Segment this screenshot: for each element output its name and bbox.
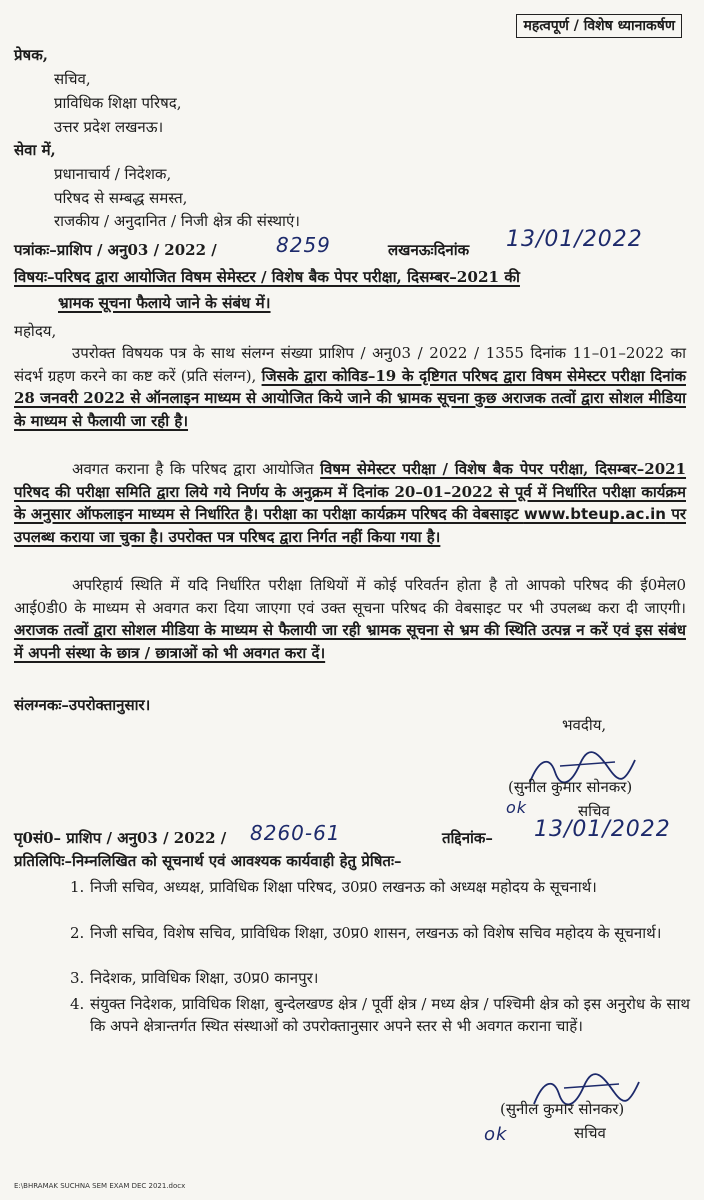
signatory-2-title: सचिव <box>574 1124 606 1142</box>
copy-number-label: पृ0सं0– प्राशिप / अनु03 / 2022 / <box>14 829 227 847</box>
important-notice-text: महत्वपूर्ण / विशेष ध्यानाकर्षण <box>523 18 675 34</box>
copy-date-handwritten: 13/01/2022 <box>534 817 671 842</box>
sender-label: प्रेषक, <box>14 46 48 64</box>
signatory-2-name: (सुनील कुमार सोनकर) <box>500 1100 625 1118</box>
closing: भवदीय, <box>562 716 607 734</box>
recipient-line-2: परिषद से सम्बद्ध समस्त, <box>54 189 188 207</box>
paragraph-3-part-a: अपरिहार्य स्थिति में यदि निर्धारित परीक्षा तिथियों में कोई परिवर्तन होता है तो आपको परिषद की ई0मेल0 आई0डी0 के माध्यम से अवगत करा दिया जाएगा एवं उक्त सूचना परिषद की वेबसाइट पर भी उपलब्ध करा दी जाएगी। <box>14 576 686 617</box>
recipient-label: सेवा में, <box>14 141 56 159</box>
sender-line-2: प्राविधिक शिक्षा परिषद, <box>54 94 182 112</box>
copy-list-number: 2. <box>70 924 85 942</box>
file-path-footer: E:\BHRAMAK SUCHNA SEM EXAM DEC 2021.docx <box>14 1182 186 1190</box>
copy-list-text: संयुक्त निदेशक, प्राविधिक शिक्षा, बुन्देलखण्ड क्षेत्र / पूर्वी क्षेत्र / मध्य क्षेत्र / पश्चिमी क्षेत्र को इस अनुरोध के साथ कि अपने क्षेत्रान्तर्गत स्थित संस्थाओं को उपरोक्तानुसार अपने स्तर से भी अवगत कराना चाहें। <box>90 995 690 1035</box>
paragraph-2 <box>14 458 686 548</box>
paragraph-3 <box>14 574 686 664</box>
sender-line-3: उत्तर प्रदेश लखनऊ। <box>54 118 164 136</box>
letter-date-label: लखनऊःदिनांक <box>388 241 470 259</box>
sender-line-1: सचिव, <box>54 70 91 88</box>
letter-date-handwritten: 13/01/2022 <box>506 227 643 252</box>
signatory-1-initials: ok <box>506 798 528 817</box>
paragraph-2-part-a: अवगत कराना है कि परिषद द्वारा आयोजित <box>72 460 321 478</box>
important-notice-box <box>516 14 682 38</box>
copy-list-item-1 <box>70 876 690 922</box>
copy-list-number: 4. <box>70 995 85 1013</box>
copy-number-handwritten: 8260-61 <box>250 821 341 845</box>
copy-to-intro: प्रतिलिपिः–निम्नलिखित को सूचनार्थ एवं आवश्यक कार्यवाही हेतु प्रेषितः– <box>14 852 402 870</box>
copy-date-label: तद्दिनांक– <box>442 829 493 847</box>
salutation: महोदय, <box>14 322 57 340</box>
subject-line-2: भ्रामक सूचना फैलाये जाने के संबंध में। <box>58 294 271 312</box>
signatory-1-name: (सुनील कुमार सोनकर) <box>508 778 633 796</box>
paragraph-1 <box>14 342 686 432</box>
copy-list-item-2 <box>70 922 690 968</box>
paragraph-1-part-a: उपरोक्त विषयक पत्र के साथ संलग्न संख्या प्राशिप / अनु03 / 2022 / 1355 दिनांक 11–01–2022 का संदर्भ ग्रहण करने का कष्ट करें (प्रति संलग्न), <box>14 344 686 385</box>
copy-list-item-3 <box>70 967 690 991</box>
enclosure-label: संलग्नकः–उपरोक्तानुसार। <box>14 696 151 714</box>
signatory-1-title: सचिव <box>578 802 610 820</box>
copy-list-text: निजी सचिव, विशेष सचिव, प्राविधिक शिक्षा, उ0प्र0 शासन, लखनऊ को विशेष सचिव महोदय के सूचनार्थ। <box>90 924 662 942</box>
paragraph-2-part-b: विषम सेमेस्टर परीक्षा / विशेष बैक पेपर परीक्षा, दिसम्बर–2021 परिषद की परीक्षा समिति द्वारा लिये गये निर्णय के अनुक्रम में दिनांक 20–01–2022 से पूर्व में निर्धारित परीक्षा कार्यक्रम के अनुसार ऑफलाइन माध्यम से निर्धारित है। परीक्षा का परीक्षा कार्यक्रम परिषद की वेबसाइट <box>14 460 687 523</box>
letter-number-label: पत्रांकः–प्राशिप / अनु03 / 2022 / <box>14 241 217 259</box>
paragraph-3-part-b: अराजक तत्वों द्वारा सोशल मीडिया के माध्यम से फैलायी जा रही भ्रामक सूचना से भ्रम की स्थिति उत्पन्न न करें एवं इस संबंध में अपनी संस्था के छात्र / छात्राओं को भी अवगत करा दें। <box>14 621 686 662</box>
signatory-2-initials: ok <box>484 1124 508 1145</box>
recipient-line-3: राजकीय / अनुदानित / निजी क्षेत्र की संस्थाएं। <box>54 212 300 230</box>
website-link[interactable]: www.bteup.ac.in <box>523 505 666 523</box>
subject-line-1: विषयः–परिषद द्वारा आयोजित विषम सेमेस्टर / विशेष बैक पेपर परीक्षा, दिसम्बर–2021 की <box>14 268 520 286</box>
copy-list-text: निदेशक, प्राविधिक शिक्षा, उ0प्र0 कानपुर। <box>90 969 319 987</box>
copy-list-text: निजी सचिव, अध्यक्ष, प्राविधिक शिक्षा परिषद, उ0प्र0 लखनऊ को अध्यक्ष महोदय के सूचनार्थ। <box>90 878 597 896</box>
copy-list-item-4 <box>70 993 690 1063</box>
recipient-line-1: प्रधानाचार्य / निदेशक, <box>54 165 172 183</box>
paragraph-1-part-b: जिसके द्वारा कोविड–19 के दृष्टिगत परिषद द्वारा विषम सेमेस्टर परीक्षा दिनांक 28 जनवरी 2022 से ऑनलाइन माध्यम से आयोजित किये जाने की भ्रामक सूचना कुछ अराजक तत्वों द्वारा सोशल मीडिया के माध्यम से फैलायी जा रही है। <box>14 366 686 430</box>
copy-list-number: 1. <box>70 878 85 896</box>
copy-list-number: 3. <box>70 969 85 987</box>
letter-number-handwritten: 8259 <box>276 233 331 257</box>
paragraph-2-part-c: पर उपलब्ध कराया जा चुका है। उपरोक्त पत्र परिषद द्वारा निर्गत नहीं किया गया है। <box>14 505 686 546</box>
